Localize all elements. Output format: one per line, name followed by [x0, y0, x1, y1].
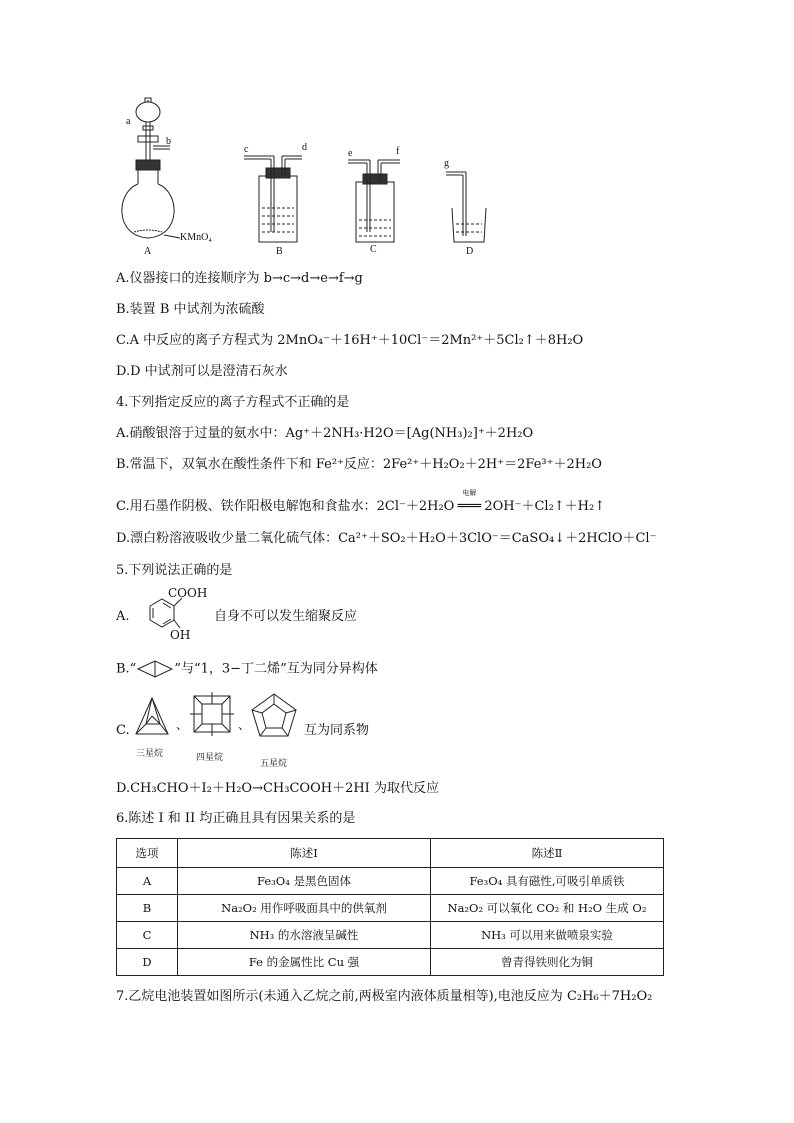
q4-option-c-products: 2OH⁻＋Cl₂↑＋H₂↑ [484, 499, 606, 514]
label-c: c [244, 144, 249, 155]
header-statement-2: 陈述Ⅱ [431, 839, 664, 868]
q4-stem: 4.下列指定反应的离子方程式不正确的是 [116, 395, 350, 410]
q3-option-b: B.装置 B 中试剂为浓硫酸 [116, 302, 265, 317]
cell-option: A [117, 868, 178, 895]
electrolysis-sign: 电解 ═══ [454, 498, 484, 516]
q3-option-d: D.D 中试剂可以是澄清石灰水 [116, 364, 288, 379]
q6-table [116, 838, 664, 976]
cell-option: C [117, 922, 178, 949]
cell-statement-2: Fe₃O₄ 具有磁性,可吸引单质铁 [431, 868, 664, 895]
header-statement-1: 陈述Ⅰ [178, 839, 431, 868]
salicylic-acid-structure [132, 586, 212, 644]
cell-statement-1: NH₃ 的水溶液呈碱性 [178, 922, 431, 949]
header-option: 选项 [117, 839, 178, 868]
q5-option-b-pre: B.“ [116, 661, 137, 677]
q7-stem: 7.乙烷电池装置如图所示(未通入乙烷之前,两极室内液体质量相等),电池反应为 C₂H₆＋7H₂O₂ [116, 989, 653, 1004]
label-C: C [370, 244, 377, 255]
label-kmno4: KMnO₄ [180, 232, 212, 243]
star-name-5: 五星烷 [260, 759, 288, 769]
separator-1: 、 [176, 718, 189, 732]
q5-option-d: D.CH₃CHO＋I₂＋H₂O→CH₃COOH＋2HI 为取代反应 [116, 781, 439, 796]
label-A: A [144, 246, 152, 257]
table-header-row [117, 839, 664, 868]
star-name-4: 四星烷 [196, 753, 224, 763]
cell-statement-2: 曾青得铁则化为铜 [431, 949, 664, 976]
cell-statement-2: NH₃ 可以用来做喷泉实验 [431, 922, 664, 949]
q5-option-b-post: ”与“1，3−丁二烯”互为同分异构体 [174, 661, 378, 677]
oh-label: OH [170, 628, 191, 642]
apparatus-figure [116, 96, 516, 262]
q3-option-a: A.仪器接口的连接顺序为 b→c→d→e→f→g [116, 271, 363, 286]
q5-stem: 5.下列说法正确的是 [116, 563, 233, 578]
separator-2: 、 [238, 718, 251, 732]
cell-statement-1: Fe₃O₄ 是黑色固体 [178, 868, 431, 895]
label-a: a [126, 116, 131, 127]
cell-statement-1: Fe 的金属性比 Cu 强 [178, 949, 431, 976]
cell-option: D [117, 949, 178, 976]
cell-option: B [117, 895, 178, 922]
cell-statement-1: Na₂O₂ 用作呼吸面具中的供氧剂 [178, 895, 431, 922]
q5-option-a-label: A. [116, 609, 130, 624]
q4-option-c [116, 489, 606, 516]
q4-option-c-text: C.用石墨作阴极、铁作阳极电解饱和食盐水：2Cl⁻＋2H₂O [116, 499, 455, 514]
table-row [117, 895, 664, 922]
label-D: D [466, 246, 474, 257]
q5-option-a-text: 自身不可以发生缩聚反应 [214, 609, 358, 624]
cell-statement-2: Na₂O₂ 可以氧化 CO₂ 和 H₂O 生成 O₂ [431, 895, 664, 922]
q5-option-c-text: 互为同系物 [304, 723, 370, 738]
table-row [117, 922, 664, 949]
electrolysis-condition: 电解 [462, 489, 477, 497]
apparatus-drawing [116, 96, 516, 262]
q4-option-b: B.常温下，双氧水在酸性条件下和 Fe²⁺反应：2Fe²⁺＋H₂O₂＋2H⁺＝2Fe³⁺＋2H₂O [116, 457, 602, 472]
bicyclobutane-structure [136, 660, 174, 678]
q4-option-d: D.漂白粉溶液吸收少量二氧化硫气体：Ca²⁺＋SO₂＋H₂O＋3ClO⁻＝CaSO₄↓＋2HClO＋Cl⁻ [116, 531, 657, 546]
label-e: e [348, 148, 353, 159]
table-row [117, 868, 664, 895]
q3-option-c: C.A 中反应的离子方程式为 2MnO₄⁻＋16H⁺＋10Cl⁻＝2Mn²⁺＋5Cl₂↑＋8H₂O [116, 333, 584, 348]
star-name-3: 三星烷 [136, 749, 164, 759]
label-B: B [276, 246, 283, 257]
q6-stem: 6.陈述 I 和 II 均正确且具有因果关系的是 [116, 811, 356, 826]
q5-option-c-label: C. [116, 723, 130, 738]
cooh-label: COOH [168, 586, 208, 600]
table-row [117, 949, 664, 976]
q4-option-a: A.硝酸银溶于过量的氨水中：Ag⁺＋2NH₃·H2O＝[Ag(NH₃)₂]⁺＋2H₂O [116, 426, 534, 441]
label-b: b [166, 136, 171, 147]
label-g: g [444, 158, 449, 169]
label-d: d [302, 142, 307, 153]
star-alkanes-figure [132, 690, 302, 770]
q5-option-b [116, 660, 378, 679]
label-f: f [396, 146, 400, 157]
